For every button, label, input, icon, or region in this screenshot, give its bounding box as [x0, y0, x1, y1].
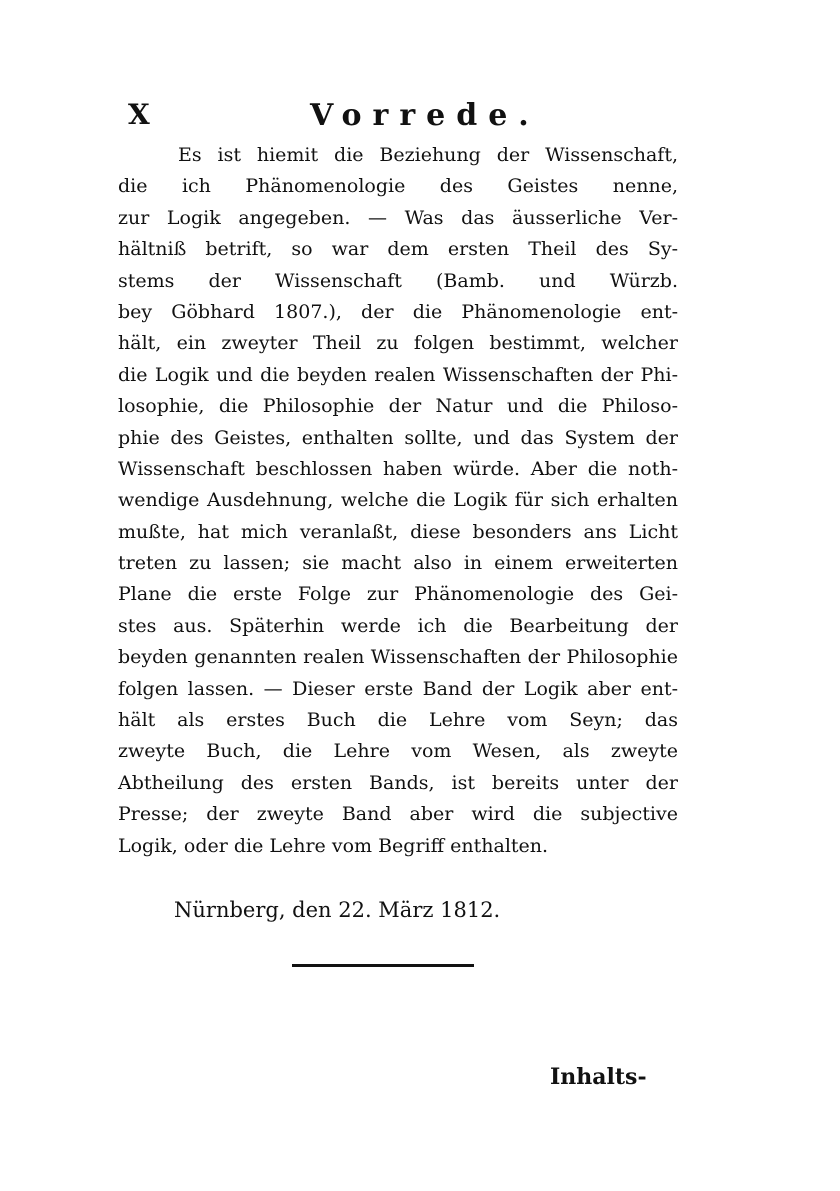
- text-line: wendige Ausdehnung, welche die Logik für sich erhalten: [118, 489, 678, 512]
- text-line: beyden genannten realen Wissenschaften der Philosophie: [118, 646, 678, 669]
- text-line: folgen lassen. — Dieser erste Band der Logik aber ent-: [118, 677, 678, 700]
- text-line: Abtheilung des ersten Bands, ist bereits unter der: [118, 771, 678, 794]
- text-line: stems der Wissenschaft (Bamb. und Würzb.: [118, 269, 678, 292]
- running-head: Vorrede.: [310, 98, 540, 133]
- text-line: stes aus. Späterhin werde ich die Bearbeitung der: [118, 614, 678, 637]
- text-line: mußte, hat mich veranlaßt, diese besonders ans Licht: [118, 520, 678, 543]
- text-line: Logik, oder die Lehre vom Begriff enthalten.: [118, 834, 549, 857]
- text-line: losophie, die Philosophie der Natur und die Philoso-: [118, 395, 678, 418]
- text-line: hält als erstes Buch die Lehre vom Seyn; das: [118, 709, 678, 732]
- horizontal-rule: [292, 964, 474, 967]
- text-line: Plane die erste Folge zur Phänomenologie des Gei-: [118, 583, 678, 606]
- preface-paragraph: [118, 140, 678, 862]
- text-line: bey Göbhard 1807.), der die Phänomenologie ent-: [118, 300, 678, 323]
- page-number: X: [128, 98, 151, 131]
- catchword: Inhalts-: [550, 1064, 647, 1090]
- text-line: Presse; der zweyte Band aber wird die subjective: [118, 803, 678, 826]
- text-line: zur Logik angegeben. — Was das äusserliche Ver-: [118, 206, 678, 229]
- text-line: Es ist hiemit die Beziehung der Wissenschaft,: [178, 144, 678, 166]
- text-line: zweyte Buch, die Lehre vom Wesen, als zweyte: [118, 740, 678, 763]
- text-line: hältniß betrift, so war dem ersten Theil des Sy-: [118, 238, 678, 261]
- text-line: phie des Geistes, enthalten sollte, und das System der: [118, 426, 678, 449]
- text-line: die Logik und die beyden realen Wissenschaften der Phi-: [118, 363, 678, 386]
- text-line: Wissenschaft beschlossen haben würde. Aber die noth-: [118, 457, 678, 480]
- place-date-line: Nürnberg, den 22. März 1812.: [174, 898, 501, 922]
- text-line: die ich Phänomenologie des Geistes nenne,: [118, 175, 678, 198]
- text-line: hält, ein zweyter Theil zu folgen bestimmt, welcher: [118, 332, 678, 355]
- text-line: treten zu lassen; sie macht also in einem erweiterten: [118, 552, 678, 575]
